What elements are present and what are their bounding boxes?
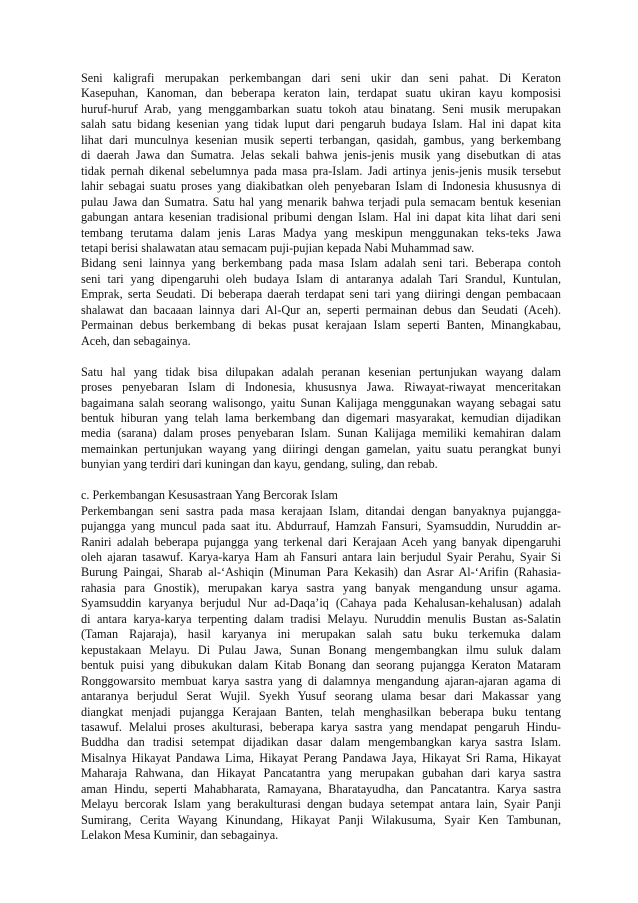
text-line: Misalnya Hikayat Pandawa Lima, Hikayat Perang Pandawa Jaya, Hikayat Sri Rama, Hikayat — [81, 750, 561, 765]
paragraph-gap — [81, 349, 561, 364]
text-line: shalawat dan bacaaan lainnya dari Al-Qur an, seperti permainan debus dan Seudati (Aceh). — [81, 302, 561, 317]
text-line: proses penyebaran Islam di Indonesia, khususnya Jawa. Riwayat-riwayat menceritakan — [81, 380, 561, 395]
text-line: Burung Paingai, Sharab al-‘Ashiqin (Minuman Para Kekasih) dan Asrar Al-‘Arifin (Rahasia- — [81, 565, 561, 580]
section-heading — [81, 488, 561, 503]
text-line: bentuk puisi yang dibukukan dalam Kitab Bonang dan seorang pujangga Keraton Mataram — [81, 658, 561, 673]
text-line: Ronggowarsito membuat karya sastra yang di dalamnya mengandung ajaran-ajaran agama di — [81, 673, 561, 688]
paragraph — [81, 71, 561, 256]
text-line: tasawuf. Melalui proses akulturasi, beberapa karya sastra yang mendapat pengaruh Hindu- — [81, 720, 561, 734]
text-line: Perkembangan seni sastra pada masa kerajaan Islam, ditandai dengan banyaknya pujangga- — [81, 503, 561, 518]
text-line: antaranya berjudul Serat Wujil. Syekh Yusuf seorang ulama besar dari Makassar yang — [81, 689, 561, 704]
text-line: salah satu bidang kesenian yang tidak luput dari pengaruh budaya Islam. Hal ini dapat kita — [81, 117, 561, 132]
paragraph — [81, 504, 561, 844]
text-line: Sumirang, Cerita Wayang Kinundang, Hikayat Panji Wilakusuma, Syair Ken Tambunan, — [81, 812, 561, 827]
text-line: Buddha dan tradisi setempat dijadikan dasar dalam mengembangkan karya sastra Islam. — [81, 735, 561, 750]
text-line: Syamsuddin karyanya berjudul Nur ad-Daqa’iq (Cahaya pada Kehalusan-kehalusan) adalah — [81, 596, 561, 611]
text-line: Raniri adalah beberapa pujangga yang terkenal dari Kerajaan Aceh yang banyak dipengaruhi — [81, 534, 561, 549]
text-line: aman Hindu, seperti Mahabharata, Ramayana, Bharatayudha, dan Pancatantra. Karya sastra — [81, 781, 561, 796]
text-line: bunyian yang terdiri dari kuningan dan kayu, gendang, suling, dan rebab. — [81, 457, 438, 472]
text-line: rahasia para Gnostik), merupakan karya sastra yang banyak mengandung unsur agama. — [81, 580, 561, 595]
text-line: diangkat menjadi pujangga Kerajaan Banten, telah menghasilkan beberapa buku tentang — [81, 704, 561, 719]
text-line: pujangga yang muncul pada saat itu. Abdurrauf, Hamzah Fansuri, Syamsuddin, Nuruddin ar- — [81, 519, 561, 534]
text-line: lahir sebagai suatu proses yang diakibatkan oleh penyebaran Islam di Indonesia khususnya di — [81, 179, 561, 194]
text-line: kepustakaan Melayu. Di Pulau Jawa, Sunan Bonang mengembangkan ilmu suluk dalam — [81, 642, 561, 657]
text-line: huruf-huruf Arab, yang menggambarkan suatu tokoh atau binatang. Seni musik merupakan — [81, 101, 561, 116]
text-line: seni tari yang dipengaruhi oleh budaya Islam di antaranya adalah Tari Srandul, Kuntulan, — [81, 271, 561, 286]
text-line: bagaimana salah seorang walisongo, yaitu Sunan Kalijaga menggunakan wayang sebagai satu — [81, 395, 561, 410]
text-line: Lelakon Mesa Kuminir, dan sebagainya. — [81, 828, 279, 843]
text-line: memainkan pertunjukan wayang yang diiringi dengan gamelan, yaitu suatu perangkat bunyi — [81, 441, 561, 456]
text-line: lihat dari munculnya kesenian musik seperti terbangan, qasidah, gambus, yang berkembang — [81, 132, 561, 147]
paragraph — [81, 365, 561, 473]
text-line: di antara karya-karya terpenting dalam tradisi Melayu. Nuruddin menulis Bustan as-Salatin — [81, 611, 561, 626]
text-line: media (sarana) dalam proses penyebaran Islam. Sunan Kalijaga memiliki kemahiran dalam — [81, 426, 561, 441]
text-line: bentuk hiburan yang telah lama berkembang dan digemari masyarakat, kemudian dijadikan — [81, 410, 561, 425]
document-page — [81, 71, 561, 844]
paragraph-gap — [81, 473, 561, 488]
text-line: Permainan debus berkembang di bekas pusat kerajaan Islam seperti Banten, Minangkabau, — [81, 318, 561, 333]
text-line: tidak pernah dikenal sebelumnya pada masa pra-Islam. Jadi artinya jenis-jenis musik tersebut — [81, 163, 561, 178]
text-line: Maharaja Rahwana, dan Hikayat Pancatantra yang merupakan gubahan dari karya sastra — [81, 766, 561, 781]
text-line: (Taman Rajaraja), hasil karyanya ini merupakan salah satu buku terkemuka dalam — [81, 627, 561, 642]
text-line: oleh ajaran tasawuf. Karya-karya Ham ah Fansuri antara lain berjudul Syair Perahu, Syair Si — [81, 550, 561, 565]
text-line: c. Perkembangan Kesusastraan Yang Bercorak Islam — [81, 488, 338, 503]
text-line: Satu hal yang tidak bisa dilupakan adalah peranan kesenian pertunjukan wayang dalam — [81, 364, 561, 379]
text-line: di daerah Jawa dan Sumatra. Jelas sekali bahwa jenis-jenis musik yang disebutkan di atas — [81, 148, 561, 163]
text-line: tembang terutama dalam jenis Laras Madya yang meskipun menggunakan teks-teks Jawa — [81, 225, 561, 240]
text-line: tetapi berisi shalawatan atau semacam puji-pujian kepada Nabi Muhammad saw. — [81, 240, 475, 255]
text-line: Seni kaligrafi merupakan perkembangan dari seni ukir dan seni pahat. Di Keraton — [81, 71, 561, 85]
text-line: Emprak, serta Seudati. Di beberapa daerah terdapat seni tari yang diiringi dengan pembacaan — [81, 287, 561, 302]
text-line: Aceh, dan sebagainya. — [81, 333, 191, 348]
text-line: Kasepuhan, Kanoman, dan beberapa keraton lain, terdapat suatu ukiran kayu komposisi — [81, 86, 561, 101]
text-line: Bidang seni lainnya yang berkembang pada masa Islam adalah seni tari. Beberapa contoh — [81, 256, 561, 271]
text-line: Melayu bercorak Islam yang berakulturasi dengan budaya setempat antara lain, Syair Panji — [81, 797, 561, 812]
paragraph — [81, 256, 561, 349]
text-line: pulau Jawa dan Sumatra. Satu hal yang menarik bahwa terjadi pula semacam bentuk kesenian — [81, 194, 561, 209]
text-line: gabungan antara kesenian tradisional pribumi dengan Islam. Hal ini dapat kita lihat dari seni — [81, 210, 561, 225]
